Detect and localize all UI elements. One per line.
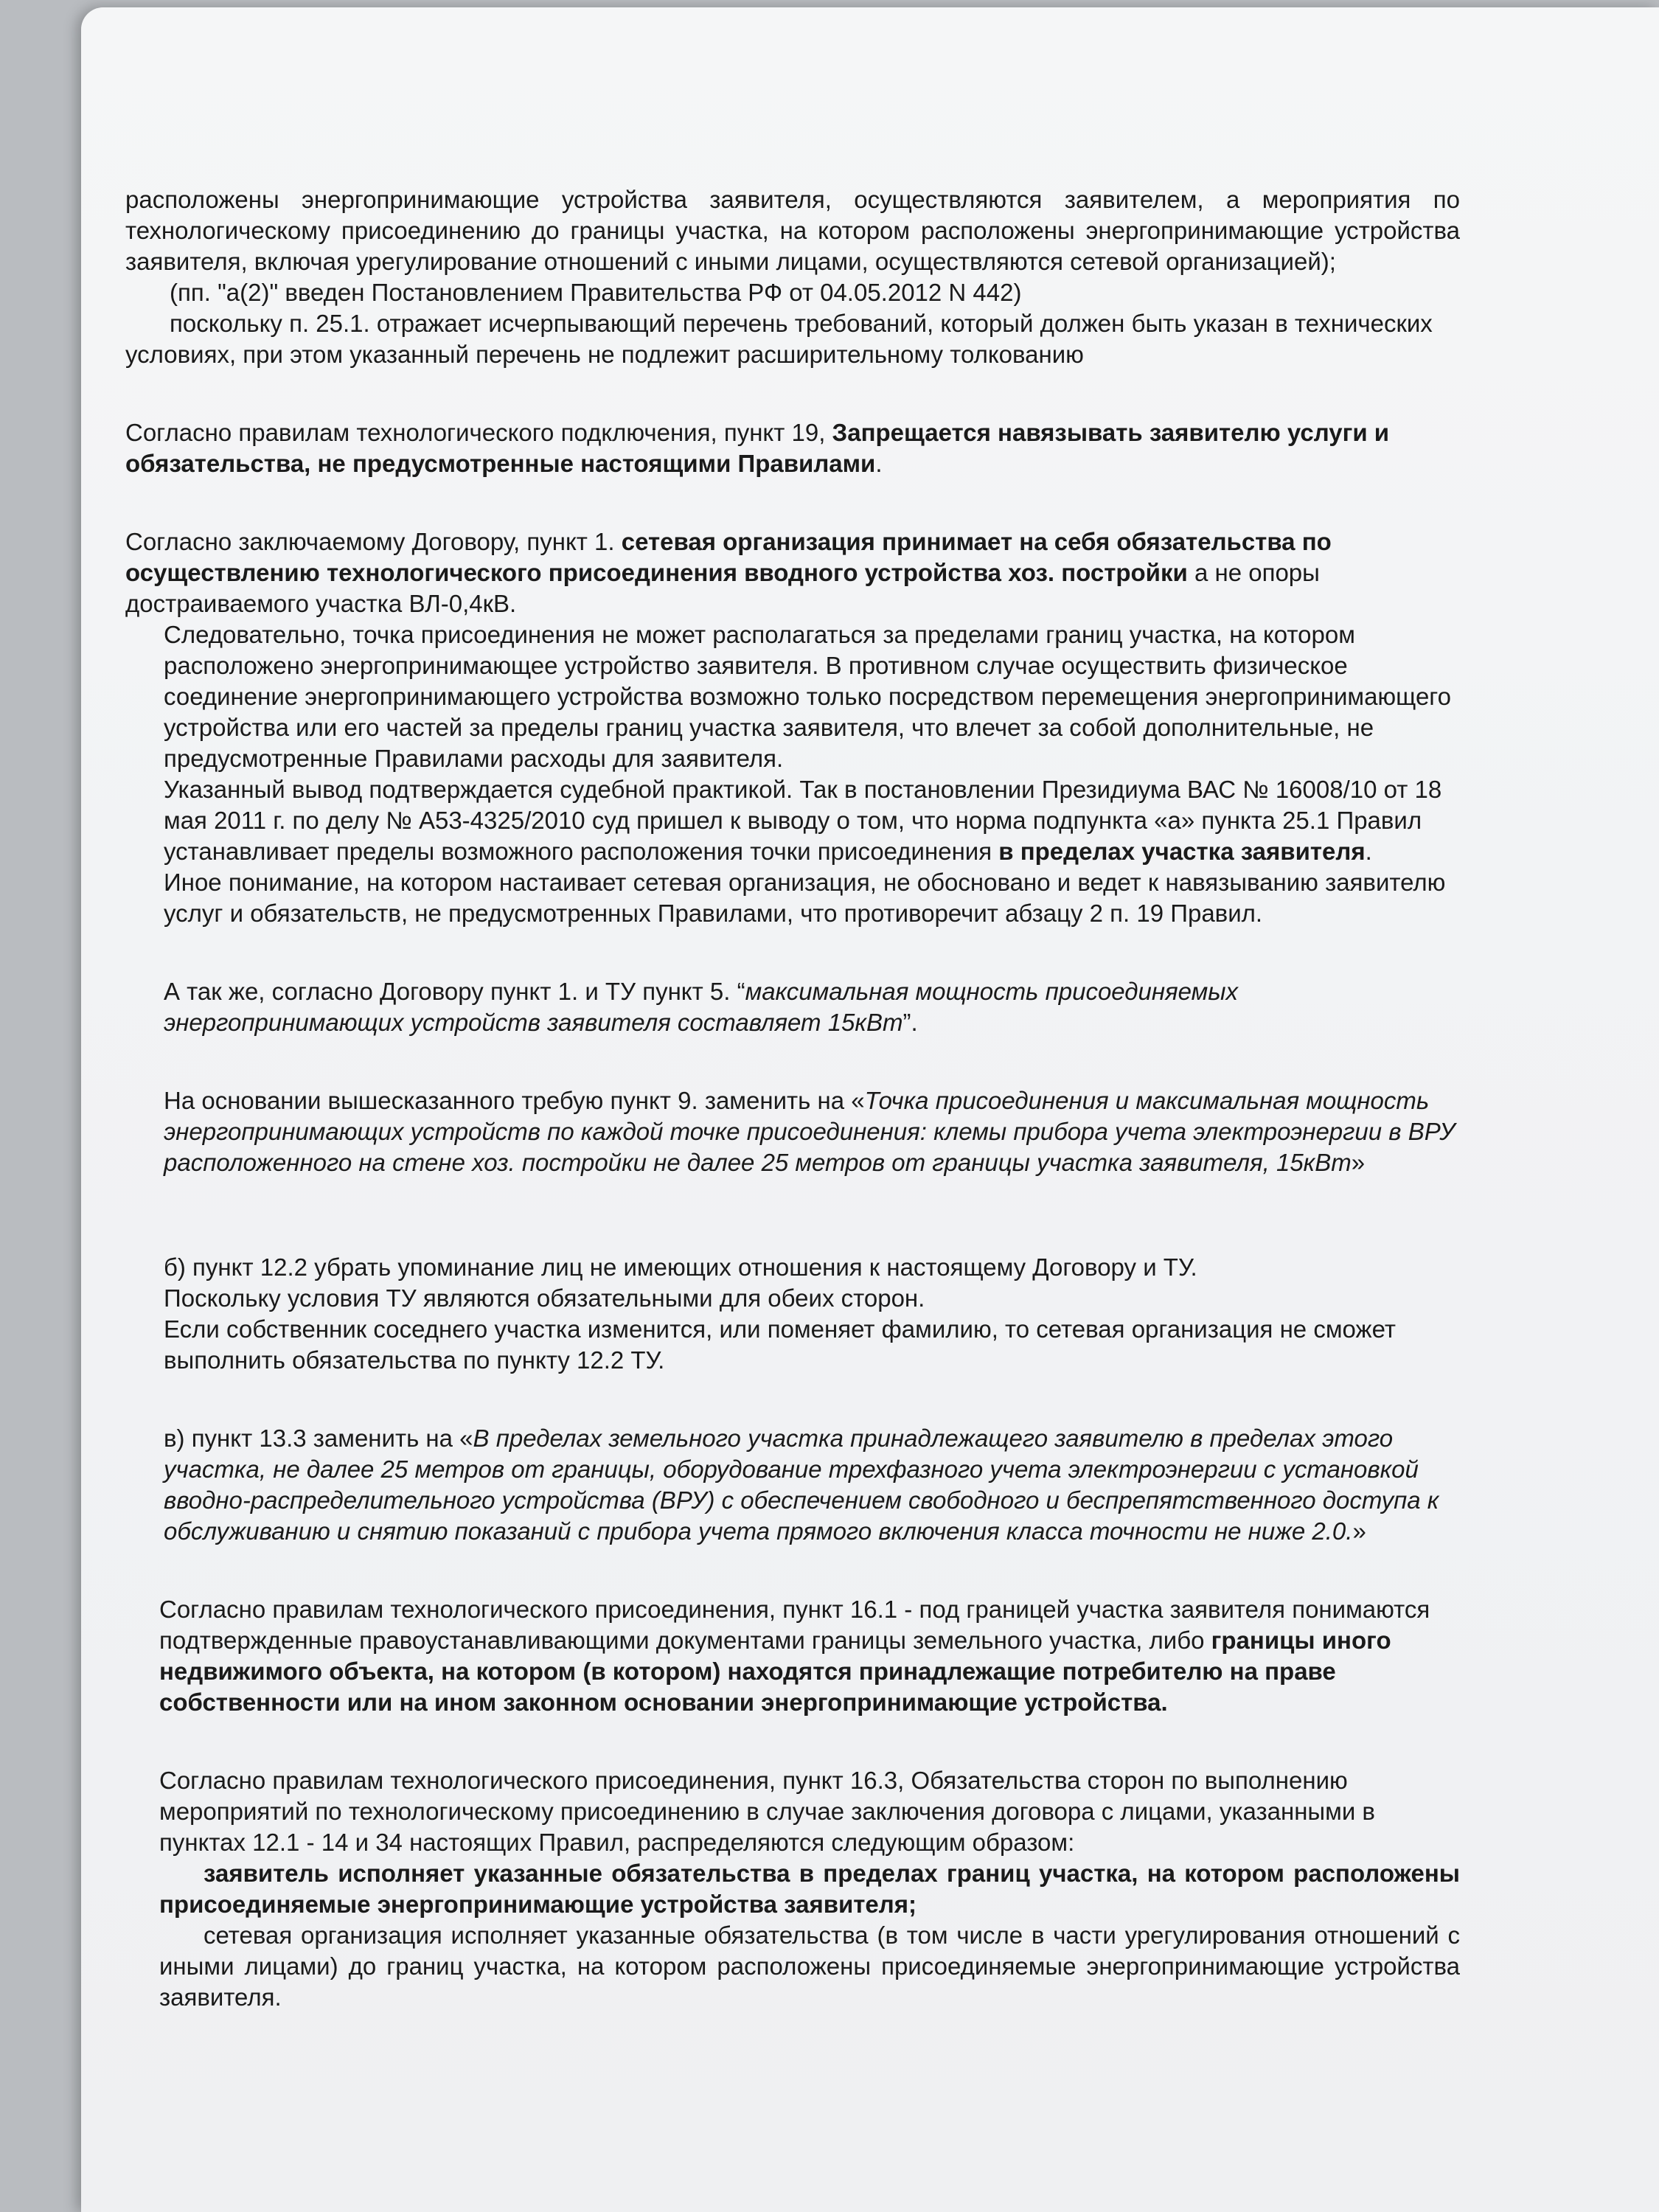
paragraph-contract-clause-1: Согласно заключаемому Договору, пункт 1. сетевая организация принимает на себя обязательства по осуществлению технологического присоединения вводного устройства хоз. постройки а не опоры достраиваемого участка ВЛ-0,4кВ. xyxy=(125,528,1332,617)
paragraph-obligations-continued: расположены энергопринимающие устройства заявителя, осуществляются заявителем, а мероприятия по технологическому присоединению до границы участка, на котором расположены энергопринимающие устройства заявителя, включая урегулирование отношений с иными лицами, осуществляются сетевой организацией); xyxy=(125,186,1460,275)
paragraph-binding-conditions: Поскольку условия ТУ являются обязательными для обеих сторон. xyxy=(164,1284,925,1312)
paragraph-item-v: в) пункт 13.3 заменить на «В пределах земельного участка принадлежащего заявителю в пределах этого участка, не далее 25 метров от границы, оборудование трехфазного учета электроэнергии с установкой вводно-распределительного устройства (ВРУ) с обеспечением свободного и беспрепятственного доступа к обслуживанию и снятию показаний с прибора учета прямого включения класса точности не ниже 2.0.» xyxy=(164,1425,1439,1545)
paragraph-demand-clause-9: На основании вышесказанного требую пункт 9. заменить на «Точка присоединения и максимальная мощность энергопринимающих устройств по каждой точке присоединения: клемы прибора учета электроэнергии в ВРУ расположенного на стене хоз. постройки не далее 25 метров от границы участка заявителя, 15кВт» xyxy=(164,1087,1455,1176)
court-practice-emphasis: в пределах участка заявителя xyxy=(998,838,1366,865)
rule-19-emphasis: Запрещается навязывать заявителю услуги и обязательства, не предусмотренные настоящими Правилами xyxy=(125,419,1390,477)
paragraph-amendment-note: (пп. "а(2)" введен Постановлением Правительства РФ от 04.05.2012 N 442) xyxy=(170,279,1022,306)
paragraph-network-obligations: сетевая организация исполняет указанные обязательства (в том числе в части урегулирования отношений с иными лицами) до границ участка, на котором расположены присоединяемые энергопринимающие устройства заявителя. xyxy=(159,1921,1460,2011)
argument-block xyxy=(125,619,1460,1547)
document-body xyxy=(125,184,1460,2013)
demand-clause-9-quote: Точка присоединения и максимальная мощность энергопринимающих устройств по каждой точке присоединения: клемы прибора учета электроэнергии в ВРУ расположенного на стене хоз. постройки не далее 25 метров от границы участка заявителя, 15кВт xyxy=(164,1087,1455,1176)
paragraph-rule-16-3: Согласно правилам технологического присоединения, пункт 16.3, Обязательства сторон по выполнению мероприятий по технологическому присоединению в случае заключения договора с лицами, указанными в пунктах 12.1 - 14 и 34 настоящих Правил, распределяются следующим образом: xyxy=(159,1767,1375,1856)
paragraph-item-b: б) пункт 12.2 убрать упоминание лиц не имеющих отношения к настоящему Договору и ТУ. xyxy=(164,1253,1197,1281)
contract-clause-1-emphasis: сетевая организация принимает на себя обязательства по осуществлению технологического присоединения вводного устройства хоз. постройки xyxy=(125,528,1332,586)
paragraph-applicant-obligations: заявитель исполняет указанные обязательства в пределах границ участка, на котором расположены присоединяемые энергопринимающие устройства заявителя; xyxy=(159,1860,1460,1918)
paragraph-max-power: А так же, согласно Договору пункт 1. и ТУ пункт 5. “максимальная мощность присоединяемых энергопринимающих устройств заявителя составляет 15кВт”. xyxy=(164,978,1239,1036)
max-power-quote: максимальная мощность присоединяемых энергопринимающих устройств заявителя составляет 15кВт xyxy=(164,978,1239,1036)
paragraph-rule-19: Согласно правилам технологического подключения, пункт 19, Запрещается навязывать заявителю услуги и обязательства, не предусмотренные настоящими Правилами. xyxy=(125,419,1390,477)
rules-block xyxy=(125,1594,1460,2013)
paragraph-neighbor-owner: Если собственник соседнего участка изменится, или поменяет фамилию, то сетевая организация не сможет выполнить обязательства по пункту 12.2 ТУ. xyxy=(164,1315,1396,1374)
paragraph-consequence: Следовательно, точка присоединения не может располагаться за пределами границ участка, на котором расположено энергопринимающее устройство заявителя. В противном случае осуществить физическое соединение энергопринимающего устройства возможно только посредством перемещения энергопринимающего устройства или его частей за пределы границ участка заявителя, что влечет за собой дополнительные, не предусмотренные Правилами расходы для заявителя. xyxy=(164,621,1451,772)
rule-16-1-emphasis: границы иного недвижимого объекта, на котором (в котором) находятся принадлежащие потребителю на праве собственности или на ином законном основании энергопринимающие устройства. xyxy=(159,1627,1391,1716)
paragraph-other-interpretation: Иное понимание, на котором настаивает сетевая организация, не обосновано и ведет к навязыванию заявителю услуг и обязательств, не предусмотренных Правилами, что противоречит абзацу 2 п. 19 Правил. xyxy=(164,869,1446,927)
paragraph-rule-16-1: Согласно правилам технологического присоединения, пункт 16.1 - под границей участка заявителя понимаются подтвержденные правоустанавливающими документами границы земельного участка, либо границы иного недвижимого объекта, на котором (в котором) находятся принадлежащие потребителю на праве собственности или на ином законном основании энергопринимающие устройства. xyxy=(159,1596,1430,1716)
paragraph-court-practice: Указанный вывод подтверждается судебной практикой. Так в постановлении Президиума ВАС № 16008/10 от 18 мая 2011 г. по делу № А53-4325/2010 суд пришел к выводу о том, что норма подпункта «а» пункта 25.1 Правил устанавливает пределы возможного расположения точки присоединения в пределах участка заявителя. xyxy=(164,776,1442,865)
paragraph-exhaustive-list: поскольку п. 25.1. отражает исчерпывающий перечень требований, который должен быть указан в технических условиях, при этом указанный перечень не подлежит расширительному толкованию xyxy=(125,310,1433,368)
item-v-quote: В пределах земельного участка принадлежащего заявителю в пределах этого участка, не далее 25 метров от границы, оборудование трехфазного учета электроэнергии с установкой вводно-распределительного устройства (ВРУ) с обеспечением свободного и беспрепятственного доступа к обслуживанию и снятию показаний с прибора учета прямого включения класса точности не ниже 2.0. xyxy=(164,1425,1439,1545)
